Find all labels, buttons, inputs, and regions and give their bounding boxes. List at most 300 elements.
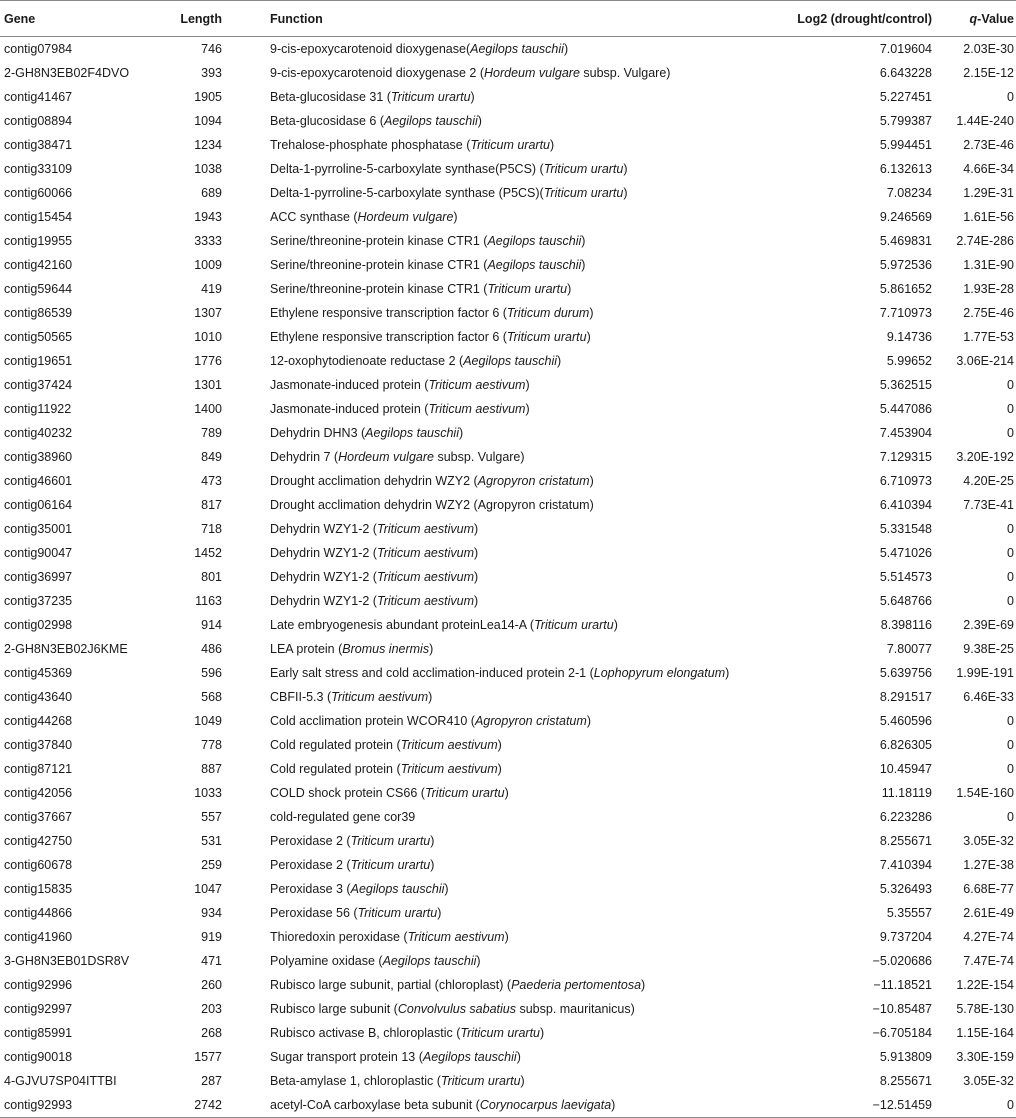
length-cell: 3333 bbox=[194, 234, 222, 248]
function-text: Serine/threonine-protein kinase CTR1 ( bbox=[270, 258, 488, 272]
length-cell: 817 bbox=[201, 498, 222, 512]
gene-cell: contig92993 bbox=[0, 1093, 160, 1118]
species-name: Agropyron cristatum bbox=[477, 474, 590, 488]
function-text: ) bbox=[567, 282, 572, 296]
length-cell: 2742 bbox=[160, 1093, 230, 1118]
table-row bbox=[0, 1069, 1016, 1093]
function-text: ) bbox=[474, 594, 479, 608]
length-cell: 849 bbox=[201, 450, 222, 464]
q-value-cell: 3.05E-32 bbox=[963, 834, 1014, 848]
function-cell bbox=[230, 37, 786, 62]
gene-cell: contig90047 bbox=[4, 546, 73, 560]
gene-cell: contig44866 bbox=[4, 906, 73, 920]
log2-cell: 5.99652 bbox=[886, 354, 932, 368]
gene-cell: contig42160 bbox=[4, 258, 73, 272]
table-row bbox=[0, 925, 1016, 949]
q-value-cell: 2.03E-30 bbox=[963, 42, 1014, 56]
function-text: ) bbox=[430, 834, 435, 848]
function-cell bbox=[230, 901, 786, 925]
function-text: Jasmonate-induced protein ( bbox=[270, 378, 429, 392]
species-name: Aegilops tauschii bbox=[487, 258, 582, 272]
function-text: ) bbox=[525, 402, 530, 416]
species-name: Triticum urartu bbox=[460, 1026, 540, 1040]
q-value-cell: 0 bbox=[1007, 738, 1014, 752]
function-cell bbox=[230, 757, 786, 781]
table-row bbox=[0, 397, 1016, 421]
species-name: Triticum urartu bbox=[424, 786, 505, 800]
gene-cell: contig85991 bbox=[4, 1026, 73, 1040]
function-text: Rubisco large subunit, partial (chloroplast) ( bbox=[270, 978, 512, 992]
log2-cell: 7.710973 bbox=[879, 306, 932, 320]
log2-cell: 8.255671 bbox=[879, 1074, 932, 1088]
table-row bbox=[0, 973, 1016, 997]
q-value-cell: 2.75E-46 bbox=[963, 306, 1014, 320]
length-cell: 268 bbox=[201, 1026, 222, 1040]
table-row bbox=[0, 61, 1016, 85]
gene-cell: contig90018 bbox=[4, 1050, 73, 1064]
log2-cell: 5.514573 bbox=[879, 570, 932, 584]
function-cell bbox=[230, 925, 786, 949]
length-cell: 1301 bbox=[194, 378, 222, 392]
length-cell: 1234 bbox=[194, 138, 222, 152]
length-cell: 259 bbox=[201, 858, 222, 872]
function-text: Cold regulated protein ( bbox=[270, 762, 401, 776]
gene-cell: contig43640 bbox=[4, 690, 73, 704]
table-row bbox=[0, 37, 1016, 62]
function-text: ) bbox=[623, 162, 628, 176]
log2-cell: 8.398116 bbox=[880, 618, 932, 632]
q-value-cell: 2.61E-49 bbox=[963, 906, 1014, 920]
q-value-cell: 0 bbox=[1007, 714, 1014, 728]
species-name: Lophopyrum elongatum bbox=[593, 666, 726, 680]
function-cell bbox=[230, 733, 786, 757]
length-cell: 1047 bbox=[194, 882, 222, 896]
species-name: Triticum aestivum bbox=[376, 570, 474, 584]
gene-cell: contig92996 bbox=[4, 978, 73, 992]
function-text: Delta-1-pyrroline-5-carboxylate synthase (P5CS)( bbox=[270, 186, 544, 200]
function-text: ) bbox=[525, 378, 530, 392]
function-cell bbox=[230, 325, 786, 349]
function-text: CBFII-5.3 ( bbox=[270, 690, 332, 704]
species-name: Triticum urartu bbox=[390, 90, 471, 104]
function-cell bbox=[230, 997, 786, 1021]
function-text: ) bbox=[497, 762, 502, 776]
gene-cell: contig37840 bbox=[4, 738, 73, 752]
function-text: ) bbox=[586, 330, 591, 344]
gene-cell: contig42056 bbox=[4, 786, 73, 800]
length-cell: 1577 bbox=[194, 1050, 222, 1064]
function-text: ) bbox=[516, 1050, 521, 1064]
function-text: ) bbox=[477, 114, 482, 128]
table-row bbox=[0, 637, 1016, 661]
length-cell: 557 bbox=[201, 810, 222, 824]
species-name: Hordeum vulgare bbox=[338, 450, 434, 464]
function-cell bbox=[230, 85, 786, 109]
q-value-cell: 1.77E-53 bbox=[963, 330, 1014, 344]
species-name: Triticum urartu bbox=[440, 1074, 521, 1088]
gene-cell: contig35001 bbox=[4, 522, 73, 536]
gene-cell: contig41960 bbox=[4, 930, 73, 944]
length-cell: 1010 bbox=[194, 330, 222, 344]
function-cell bbox=[230, 421, 786, 445]
length-cell: 1307 bbox=[194, 306, 222, 320]
species-name: Aegilops tauschii bbox=[487, 234, 582, 248]
length-cell: 919 bbox=[201, 930, 222, 944]
length-cell: 778 bbox=[201, 738, 222, 752]
species-name: Hordeum vulgare bbox=[484, 66, 580, 80]
function-text: ) bbox=[474, 522, 479, 536]
gene-cell: contig08894 bbox=[4, 114, 73, 128]
function-text: ) bbox=[540, 1026, 545, 1040]
species-name: Convolvulus sabatius bbox=[397, 1002, 516, 1016]
function-text: ) bbox=[550, 138, 555, 152]
q-value-cell: 7.73E-41 bbox=[963, 498, 1014, 512]
table-row bbox=[0, 1045, 1016, 1069]
function-text: ) bbox=[725, 666, 730, 680]
function-cell bbox=[230, 1069, 786, 1093]
table-row bbox=[0, 781, 1016, 805]
function-text: Trehalose-phosphate phosphatase ( bbox=[270, 138, 471, 152]
table-row bbox=[0, 109, 1016, 133]
table-row bbox=[0, 565, 1016, 589]
gene-cell: contig06164 bbox=[4, 498, 73, 512]
log2-cell: 5.362515 bbox=[879, 378, 932, 392]
q-value-cell: 0 bbox=[1007, 570, 1014, 584]
function-text: Dehydrin 7 ( bbox=[270, 450, 339, 464]
function-text: Sugar transport protein 13 ( bbox=[270, 1050, 423, 1064]
q-value-cell: 0 bbox=[1007, 810, 1014, 824]
function-text: ) bbox=[430, 858, 435, 872]
function-text: ) bbox=[613, 618, 618, 632]
q-value-cell: 1.54E-160 bbox=[956, 786, 1014, 800]
table-row bbox=[0, 733, 1016, 757]
log2-cell: 9.737204 bbox=[879, 930, 932, 944]
function-text: Early salt stress and cold acclimation-induced protein 2-1 ( bbox=[270, 666, 594, 680]
species-name: Bromus inermis bbox=[342, 642, 430, 656]
log2-cell: −10.85487 bbox=[872, 1002, 932, 1016]
length-cell: 260 bbox=[201, 978, 222, 992]
function-cell bbox=[230, 565, 786, 589]
table-row bbox=[0, 349, 1016, 373]
species-name: Triticum durum bbox=[506, 306, 590, 320]
function-cell bbox=[230, 61, 786, 85]
function-text: ) bbox=[444, 882, 449, 896]
function-text: Serine/threonine-protein kinase CTR1 ( bbox=[270, 234, 488, 248]
log2-cell: 5.331548 bbox=[879, 522, 932, 536]
species-name: Agropyron cristatum bbox=[474, 714, 587, 728]
function-text: 9-cis-epoxycarotenoid dioxygenase 2 ( bbox=[270, 66, 485, 80]
table-row bbox=[0, 133, 1016, 157]
table-row bbox=[0, 373, 1016, 397]
species-name: Triticum urartu bbox=[543, 186, 624, 200]
function-cell bbox=[230, 133, 786, 157]
gene-cell: contig02998 bbox=[4, 618, 73, 632]
function-text: Serine/threonine-protein kinase CTR1 ( bbox=[270, 282, 488, 296]
length-cell: 1049 bbox=[194, 714, 222, 728]
q-value-cell: 1.31E-90 bbox=[963, 258, 1014, 272]
function-cell bbox=[230, 781, 786, 805]
gene-cell: contig19651 bbox=[4, 354, 73, 368]
gene-cell: 2-GH8N3EB02F4DVO bbox=[4, 66, 130, 80]
function-text: ) bbox=[504, 930, 509, 944]
gene-cell: contig15454 bbox=[4, 210, 73, 224]
q-value-cell: 0 bbox=[1007, 426, 1014, 440]
species-name: Triticum urartu bbox=[487, 282, 568, 296]
function-cell bbox=[230, 373, 786, 397]
q-value-cell: 0 bbox=[1007, 594, 1014, 608]
gene-cell: contig45369 bbox=[4, 666, 73, 680]
length-cell: 287 bbox=[201, 1074, 222, 1088]
function-text: Beta-amylase 1, chloroplastic ( bbox=[270, 1074, 441, 1088]
q-value-cell: 2.73E-46 bbox=[963, 138, 1014, 152]
function-cell bbox=[230, 805, 786, 829]
function-text: Rubisco activase B, chloroplastic ( bbox=[270, 1026, 461, 1040]
gene-cell: contig38960 bbox=[4, 450, 73, 464]
length-cell: 473 bbox=[201, 474, 222, 488]
table-row bbox=[0, 493, 1016, 517]
log2-cell: 8.291517 bbox=[879, 690, 932, 704]
log2-cell: 7.019604 bbox=[879, 42, 932, 56]
header-row bbox=[0, 1, 1016, 37]
gene-cell: contig86539 bbox=[4, 306, 73, 320]
species-name: Triticum aestivum bbox=[400, 738, 498, 752]
header-gene: Gene bbox=[0, 1, 160, 37]
function-text: Delta-1-pyrroline-5-carboxylate synthase(P5CS) ( bbox=[270, 162, 544, 176]
function-cell bbox=[230, 493, 786, 517]
log2-cell: 6.410394 bbox=[879, 498, 932, 512]
table-row bbox=[0, 469, 1016, 493]
log2-cell: 6.223286 bbox=[879, 810, 932, 824]
function-text: Peroxidase 2 ( bbox=[270, 834, 351, 848]
gene-cell: contig07984 bbox=[4, 42, 73, 56]
function-text: Dehydrin DHN3 ( bbox=[270, 426, 366, 440]
function-text: Peroxidase 3 ( bbox=[270, 882, 351, 896]
table-row bbox=[0, 253, 1016, 277]
length-cell: 1776 bbox=[194, 354, 222, 368]
function-cell bbox=[230, 229, 786, 253]
function-text: ) bbox=[581, 234, 586, 248]
log2-cell: 7.80077 bbox=[886, 642, 932, 656]
length-cell: 801 bbox=[201, 570, 222, 584]
q-value-cell: 6.46E-33 bbox=[963, 690, 1014, 704]
length-cell: 887 bbox=[201, 762, 222, 776]
function-text: Peroxidase 2 ( bbox=[270, 858, 351, 872]
species-name: Triticum urartu bbox=[543, 162, 624, 176]
log2-cell: 7.08234 bbox=[886, 186, 932, 200]
log2-cell: −12.51459 bbox=[786, 1093, 936, 1118]
gene-cell: contig36997 bbox=[4, 570, 73, 584]
function-text: Cold regulated protein ( bbox=[270, 738, 401, 752]
function-cell bbox=[230, 661, 786, 685]
table-row bbox=[0, 853, 1016, 877]
q-value-cell: 1.44E-240 bbox=[956, 114, 1014, 128]
q-value-cell: 6.68E-77 bbox=[963, 882, 1014, 896]
function-text: Cold acclimation protein WCOR410 ( bbox=[270, 714, 475, 728]
table-row bbox=[0, 229, 1016, 253]
species-name: Hordeum vulgare bbox=[357, 210, 454, 224]
table-row bbox=[0, 901, 1016, 925]
function-text: ) bbox=[474, 546, 479, 560]
function-text: ) bbox=[589, 474, 594, 488]
function-text: ) bbox=[611, 1098, 616, 1112]
log2-cell: 7.129315 bbox=[879, 450, 932, 464]
length-cell: 568 bbox=[201, 690, 222, 704]
gene-cell: contig46601 bbox=[4, 474, 73, 488]
function-text: Dehydrin WZY1-2 ( bbox=[270, 594, 377, 608]
function-text: Dehydrin WZY1-2 ( bbox=[270, 522, 377, 536]
length-cell: 1400 bbox=[194, 402, 222, 416]
log2-cell: 5.460596 bbox=[879, 714, 932, 728]
species-name: Corynocarpus laevigata bbox=[479, 1098, 612, 1112]
q-value-cell: 3.20E-192 bbox=[956, 450, 1014, 464]
function-text: ) bbox=[474, 570, 479, 584]
table-row bbox=[0, 685, 1016, 709]
function-cell bbox=[230, 541, 786, 565]
q-value-cell: 1.99E-191 bbox=[956, 666, 1014, 680]
log2-cell: 10.45947 bbox=[879, 762, 932, 776]
log2-cell: 5.469831 bbox=[879, 234, 932, 248]
q-value-cell: 1.27E-38 bbox=[963, 858, 1014, 872]
species-name: Aegilops tauschii bbox=[470, 42, 564, 56]
species-name: Aegilops tauschii bbox=[365, 426, 459, 440]
table-row bbox=[0, 877, 1016, 901]
table-row bbox=[0, 325, 1016, 349]
log2-cell: 5.326493 bbox=[879, 882, 932, 896]
function-text: acetyl-CoA carboxylase beta subunit ( bbox=[270, 1098, 480, 1112]
species-name: Aegilops tauschii bbox=[463, 354, 558, 368]
gene-cell: contig37667 bbox=[4, 810, 73, 824]
function-text: ) bbox=[497, 738, 502, 752]
function-text: Dehydrin WZY1-2 ( bbox=[270, 546, 377, 560]
function-text: Beta-glucosidase 31 ( bbox=[270, 90, 391, 104]
species-name: Triticum urartu bbox=[470, 138, 551, 152]
function-text: Ethylene responsive transcription factor 6 ( bbox=[270, 306, 507, 320]
function-cell bbox=[230, 349, 786, 373]
table-row bbox=[0, 1021, 1016, 1045]
function-cell bbox=[230, 853, 786, 877]
log2-cell: 7.410394 bbox=[879, 858, 932, 872]
gene-cell: contig38471 bbox=[4, 138, 73, 152]
q-value-cell: 4.20E-25 bbox=[963, 474, 1014, 488]
q-value-cell: 3.05E-32 bbox=[963, 1074, 1014, 1088]
log2-cell: 6.710973 bbox=[879, 474, 932, 488]
function-text: ) bbox=[476, 954, 481, 968]
gene-cell: contig33109 bbox=[4, 162, 73, 176]
gene-cell: contig59644 bbox=[4, 282, 73, 296]
table-body bbox=[0, 37, 1016, 1118]
gene-cell: contig37424 bbox=[4, 378, 73, 392]
q-value-cell: 0 bbox=[1007, 90, 1014, 104]
function-text: ) bbox=[458, 426, 464, 440]
species-name: Triticum aestivum bbox=[331, 690, 429, 704]
log2-cell: 11.18119 bbox=[881, 786, 932, 800]
gene-cell: contig92997 bbox=[4, 1002, 73, 1016]
log2-cell: 5.861652 bbox=[879, 282, 932, 296]
function-text: ) bbox=[581, 258, 586, 272]
q-value-cell: 1.61E-56 bbox=[963, 210, 1014, 224]
gene-cell: contig42750 bbox=[4, 834, 73, 848]
species-name: Triticum urartu bbox=[350, 834, 431, 848]
species-name: Triticum urartu bbox=[350, 858, 431, 872]
species-name: Triticum aestivum bbox=[376, 522, 474, 536]
function-text: ) bbox=[428, 690, 433, 704]
log2-cell: 5.913809 bbox=[879, 1050, 932, 1064]
species-name: Paederia pertomentosa bbox=[511, 978, 642, 992]
length-cell: 419 bbox=[201, 282, 222, 296]
species-name: Triticum aestivum bbox=[407, 930, 505, 944]
q-value-cell: 3.30E-159 bbox=[956, 1050, 1014, 1064]
gene-cell: contig87121 bbox=[4, 762, 73, 776]
table-row bbox=[0, 613, 1016, 637]
log2-cell: 6.826305 bbox=[879, 738, 932, 752]
gene-cell: contig50565 bbox=[4, 330, 73, 344]
length-cell: 1452 bbox=[194, 546, 222, 560]
q-value-cell: 4.27E-74 bbox=[963, 930, 1014, 944]
q-value-cell: 1.22E-154 bbox=[956, 978, 1014, 992]
function-cell bbox=[230, 589, 786, 613]
function-cell bbox=[230, 205, 786, 229]
species-name: Triticum aestivum bbox=[428, 378, 526, 392]
species-name: Triticum urartu bbox=[506, 330, 587, 344]
function-cell bbox=[230, 109, 786, 133]
log2-cell: 5.639756 bbox=[879, 666, 932, 680]
species-name: Triticum aestivum bbox=[428, 402, 526, 416]
gene-cell: contig41467 bbox=[4, 90, 73, 104]
length-cell: 934 bbox=[201, 906, 222, 920]
function-cell bbox=[230, 829, 786, 853]
length-cell: 486 bbox=[201, 642, 222, 656]
length-cell: 789 bbox=[201, 426, 222, 440]
table-row bbox=[0, 997, 1016, 1021]
function-text: ) bbox=[623, 186, 628, 200]
q-value-cell: 9.38E-25 bbox=[963, 642, 1014, 656]
length-cell: 689 bbox=[201, 186, 222, 200]
function-text: Jasmonate-induced protein ( bbox=[270, 402, 429, 416]
function-text: ) bbox=[453, 210, 458, 224]
q-value-cell: 2.74E-286 bbox=[956, 234, 1014, 248]
species-name: Aegilops tauschii bbox=[422, 1050, 517, 1064]
function-cell bbox=[230, 709, 786, 733]
log2-cell: 5.994451 bbox=[879, 138, 932, 152]
function-text: ) bbox=[563, 42, 569, 56]
table-row bbox=[0, 661, 1016, 685]
function-text: Thioredoxin peroxidase ( bbox=[270, 930, 408, 944]
q-value-cell: 1.29E-31 bbox=[963, 186, 1014, 200]
function-text: ) bbox=[429, 642, 434, 656]
function-text: subsp. mauritanicus) bbox=[515, 1002, 635, 1016]
function-cell bbox=[230, 1021, 786, 1045]
function-text: ) bbox=[504, 786, 509, 800]
species-name: Aegilops tauschii bbox=[383, 114, 478, 128]
function-cell bbox=[230, 277, 786, 301]
header-log2: Log2 (drought/control) bbox=[786, 1, 936, 37]
table-row bbox=[0, 541, 1016, 565]
table-row bbox=[0, 829, 1016, 853]
function-cell bbox=[230, 181, 786, 205]
log2-cell: −6.705184 bbox=[872, 1026, 932, 1040]
table-row bbox=[0, 421, 1016, 445]
function-cell bbox=[230, 157, 786, 181]
function-text: ) bbox=[641, 978, 646, 992]
log2-cell: 8.255671 bbox=[879, 834, 932, 848]
q-value-cell: 4.66E-34 bbox=[963, 162, 1014, 176]
function-text: Drought acclimation dehydrin WZY2 (Agropyron cristatum) bbox=[270, 498, 594, 512]
length-cell: 1163 bbox=[195, 594, 222, 608]
function-text: 12-oxophytodienoate reductase 2 ( bbox=[270, 354, 464, 368]
table-row bbox=[0, 589, 1016, 613]
q-value-cell: 2.39E-69 bbox=[963, 618, 1014, 632]
gene-cell: contig37235 bbox=[4, 594, 73, 608]
